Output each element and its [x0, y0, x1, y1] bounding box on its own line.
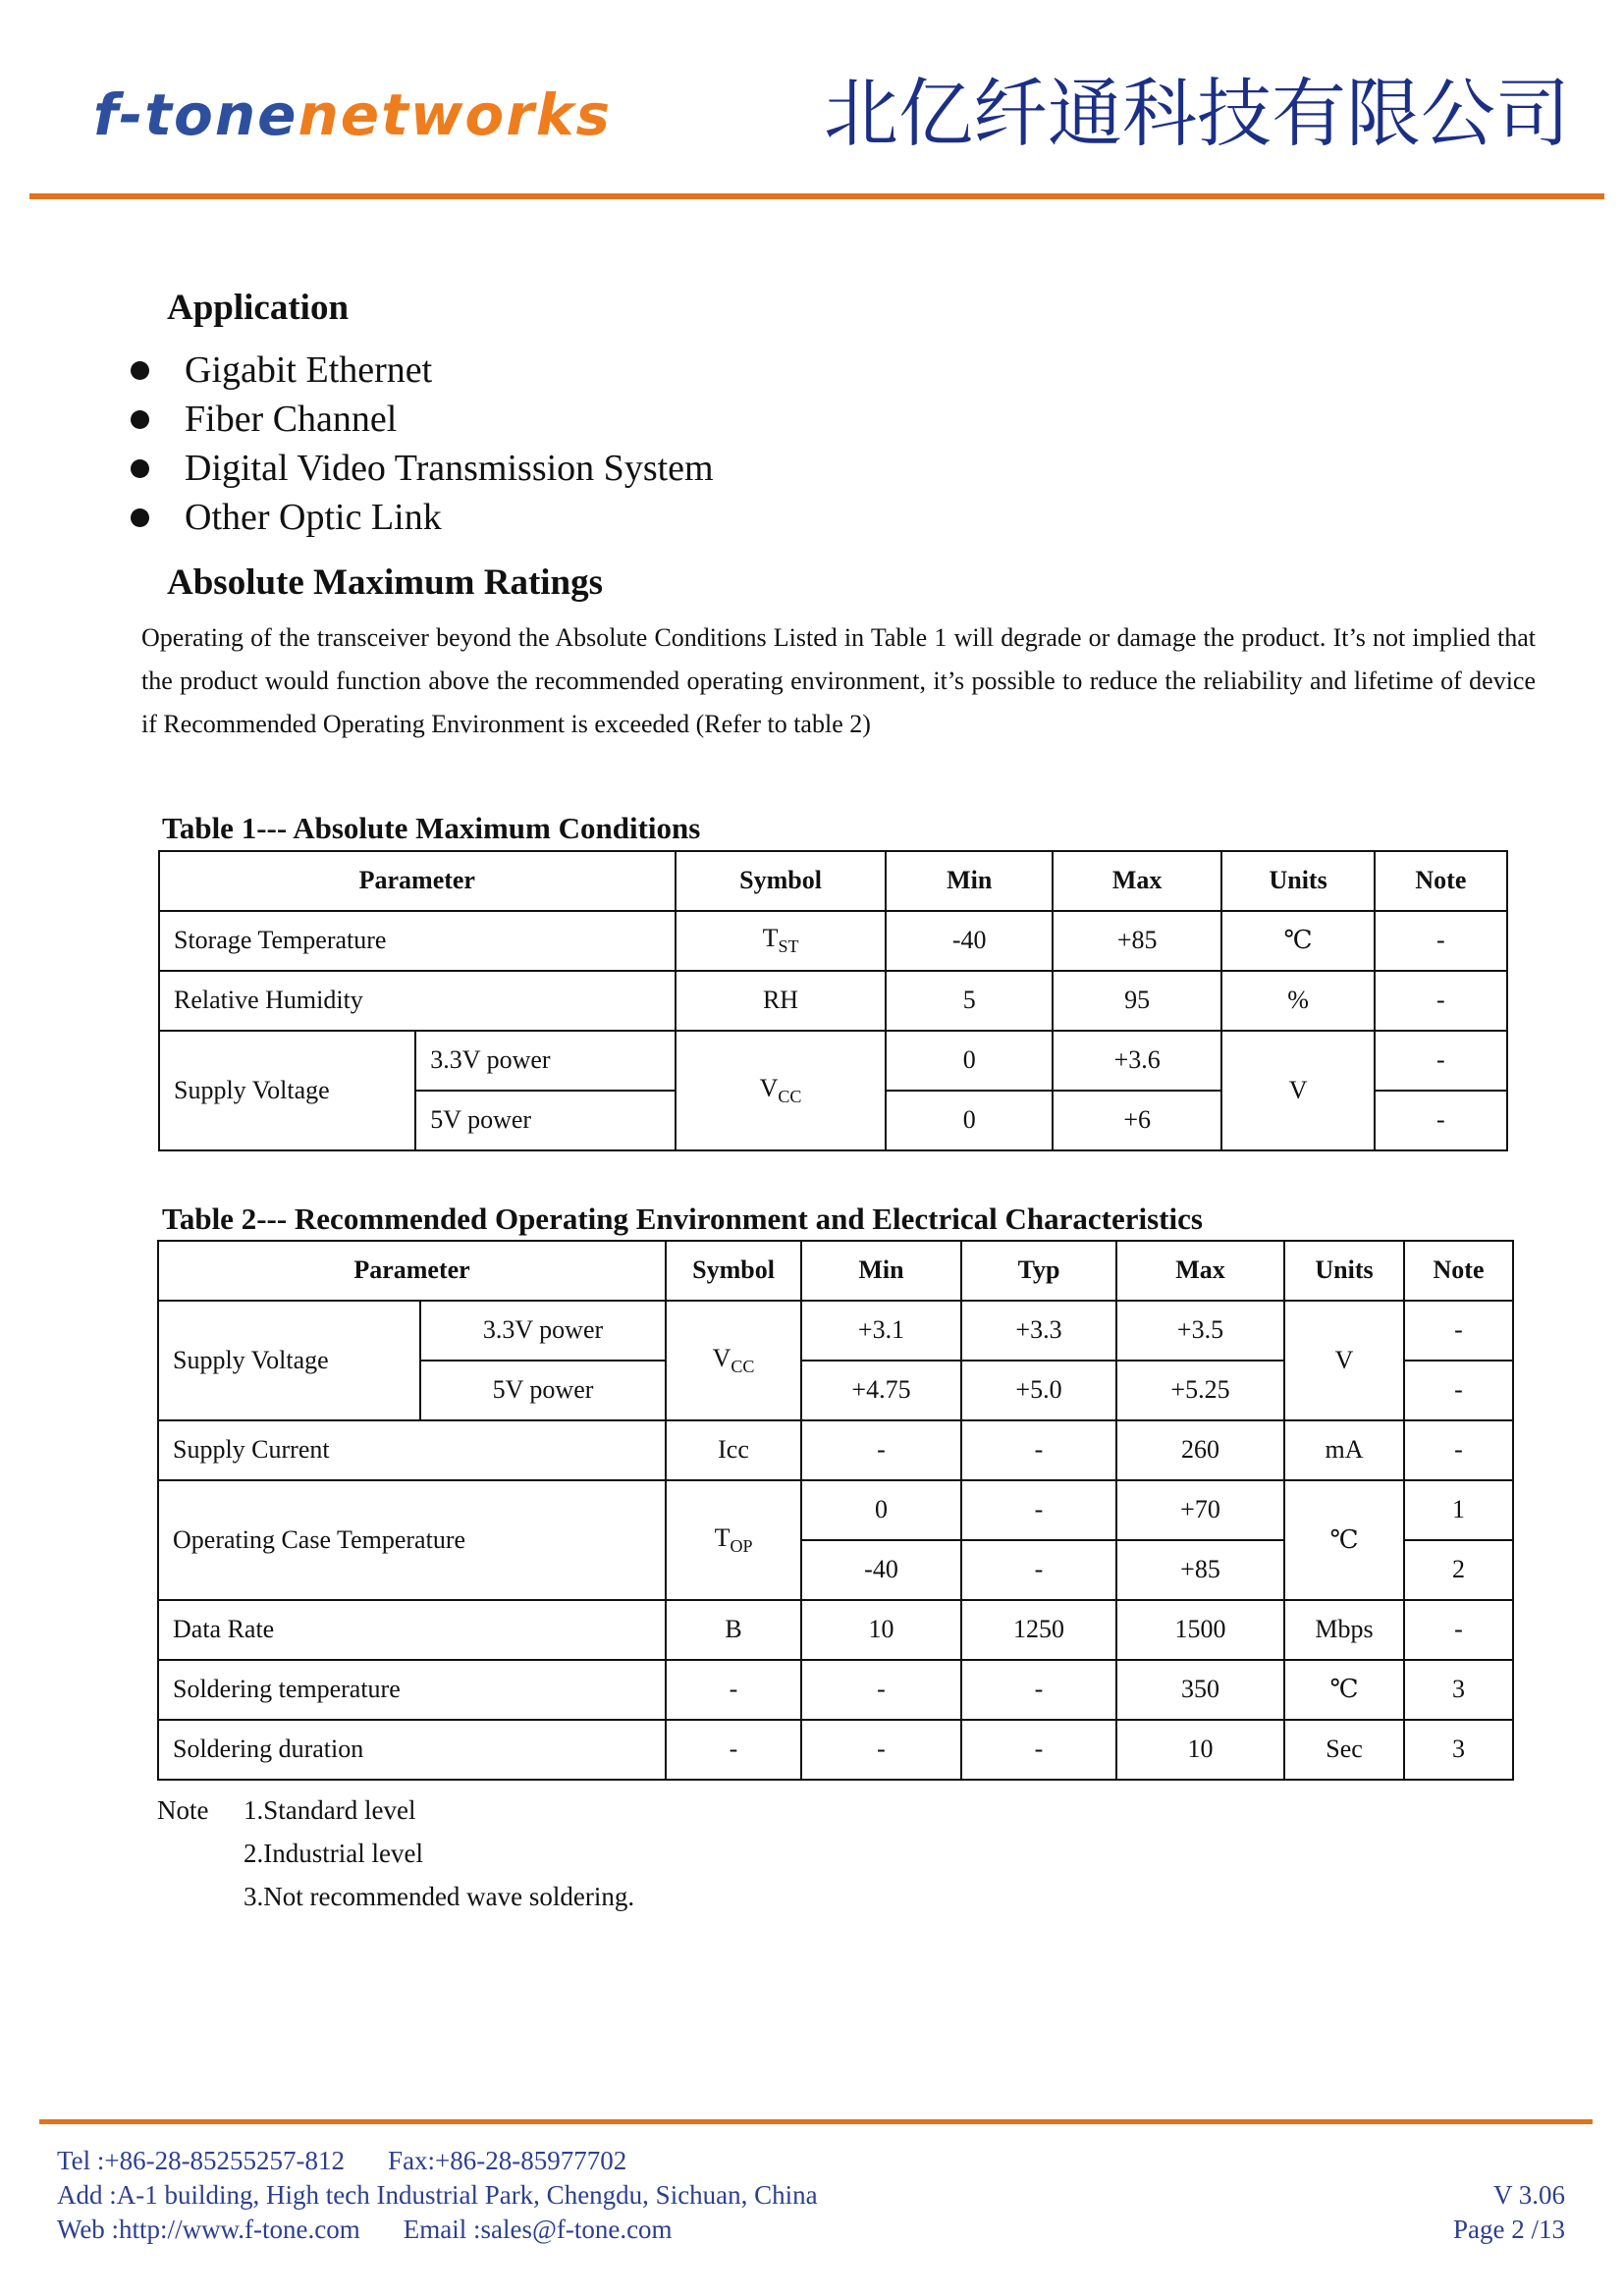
- bullet-icon: [131, 361, 149, 380]
- units-cell: ℃: [1284, 1660, 1404, 1720]
- list-item-text: Digital Video Transmission System: [185, 448, 714, 489]
- company-name: 北亿纤通科技有限公司: [824, 70, 1570, 157]
- typ-cell: -: [961, 1480, 1116, 1540]
- typ-cell: -: [961, 1420, 1116, 1480]
- max-cell: 350: [1116, 1660, 1284, 1720]
- param-cell: Soldering duration: [158, 1720, 666, 1780]
- table-row: [158, 1480, 1513, 1540]
- note-cell: -: [1375, 911, 1507, 971]
- units-cell: mA: [1284, 1420, 1404, 1480]
- list-item-text: Other Optic Link: [185, 497, 442, 538]
- symbol-subscript: CC: [731, 1356, 755, 1376]
- header-divider: [29, 193, 1604, 199]
- max-cell: +3.6: [1053, 1031, 1222, 1091]
- amr-paragraph: Operating of the transceiver beyond the Absolute Conditions Listed in Table 1 will degrade or damage the product. It’s not implied that the product would function above the recommended operating environment, it’s possible to reduce the reliability and lifetime of device if Recommended Operating Environment is exceeded (Refer to table 2): [141, 623, 1536, 738]
- min-cell: +3.1: [801, 1301, 961, 1361]
- table-row: [159, 971, 1507, 1031]
- table1-title: Table 1--- Absolute Maximum Conditions: [162, 811, 701, 845]
- subparam-cell: 3.3V power: [420, 1301, 666, 1361]
- header-cell: Note: [1375, 851, 1507, 911]
- min-cell: -: [801, 1420, 961, 1480]
- param-cell: Data Rate: [158, 1600, 666, 1660]
- typ-cell: +3.3: [961, 1301, 1116, 1361]
- table-row: [158, 1660, 1513, 1720]
- footer-line: [57, 2213, 818, 2247]
- table-header-row: [158, 1241, 1513, 1301]
- note-cell: 3: [1404, 1660, 1513, 1720]
- bullet-icon: [131, 410, 149, 429]
- symbol-cell: [676, 911, 887, 971]
- list-item: [128, 346, 714, 395]
- max-cell: +85: [1053, 911, 1222, 971]
- subparam-cell: 3.3V power: [415, 1031, 675, 1091]
- units-cell: V: [1221, 1031, 1374, 1150]
- max-cell: +70: [1116, 1480, 1284, 1540]
- footer-fax: Fax:+86-28-85977702: [388, 2146, 627, 2175]
- param-cell: Supply Current: [158, 1420, 666, 1480]
- header-cell: Parameter: [158, 1241, 666, 1301]
- units-cell: Mbps: [1284, 1600, 1404, 1660]
- header-cell: Symbol: [666, 1241, 801, 1301]
- note-cell: 2: [1404, 1540, 1513, 1600]
- param-cell: Operating Case Temperature: [158, 1480, 666, 1600]
- note-cell: -: [1404, 1420, 1513, 1480]
- footer-tel: Tel :+86-28-85255257-812: [57, 2146, 346, 2175]
- note-text: 1.Standard level: [244, 1795, 416, 1825]
- table-row: [159, 911, 1507, 971]
- list-item-text: Fiber Channel: [185, 399, 398, 440]
- units-cell: ℃: [1221, 911, 1374, 971]
- list-item: [128, 395, 714, 444]
- symbol-subscript: OP: [730, 1535, 753, 1556]
- notes-block: [157, 1789, 634, 1918]
- page-number: Page 2 /13: [1453, 2215, 1565, 2244]
- table-row: [158, 1420, 1513, 1480]
- min-cell: 0: [886, 1031, 1052, 1091]
- min-cell: 0: [801, 1480, 961, 1540]
- typ-cell: -: [961, 1540, 1116, 1600]
- min-cell: -40: [801, 1540, 961, 1600]
- logo-text-networks: networks: [298, 81, 612, 148]
- units-cell: %: [1221, 971, 1374, 1031]
- min-cell: 0: [886, 1091, 1052, 1150]
- param-cell: Relative Humidity: [159, 971, 676, 1031]
- table2-title: Table 2--- Recommended Operating Environment and Electrical Characteristics: [162, 1201, 1203, 1236]
- symbol-text: T: [714, 1522, 731, 1552]
- note-cell: -: [1375, 1031, 1507, 1091]
- max-cell: 10: [1116, 1720, 1284, 1780]
- table-row: [158, 1600, 1513, 1660]
- param-cell: Soldering temperature: [158, 1660, 666, 1720]
- symbol-cell: RH: [676, 971, 887, 1031]
- list-item-text: Gigabit Ethernet: [185, 349, 433, 391]
- symbol-cell: B: [666, 1600, 801, 1660]
- symbol-cell: [676, 1031, 887, 1150]
- footer-email-link[interactable]: Email :sales@f-tone.com: [403, 2215, 673, 2244]
- note-cell: -: [1404, 1301, 1513, 1361]
- table-header-row: [159, 851, 1507, 911]
- note-line: 3.Not recommended wave soldering.: [244, 1882, 635, 1911]
- header-cell: Units: [1221, 851, 1374, 911]
- logo-text-ftone: f-tone: [93, 81, 298, 148]
- symbol-cell: -: [666, 1660, 801, 1720]
- note-line: 2.Industrial level: [244, 1839, 423, 1868]
- subparam-cell: 5V power: [420, 1361, 666, 1420]
- max-cell: 260: [1116, 1420, 1284, 1480]
- table1: [158, 850, 1508, 1151]
- units-cell: V: [1284, 1301, 1404, 1420]
- typ-cell: +5.0: [961, 1361, 1116, 1420]
- table-row: [158, 1720, 1513, 1780]
- symbol-text: V: [712, 1343, 731, 1372]
- min-cell: +4.75: [801, 1361, 961, 1420]
- header-cell: Units: [1284, 1241, 1404, 1301]
- footer-address: Add :A-1 building, High tech Industrial Park, Chengdu, Sichuan, China: [57, 2180, 818, 2210]
- min-cell: -40: [886, 911, 1052, 971]
- table-row: [158, 1301, 1513, 1361]
- note-cell: -: [1404, 1361, 1513, 1420]
- footer-divider: [39, 2119, 1593, 2124]
- header-cell: Typ: [961, 1241, 1116, 1301]
- symbol-cell: [666, 1301, 801, 1420]
- symbol-subscript: ST: [778, 936, 799, 957]
- footer-line: [57, 2144, 818, 2178]
- symbol-subscript: CC: [778, 1086, 802, 1106]
- max-cell: +85: [1116, 1540, 1284, 1600]
- header-cell: Max: [1116, 1241, 1284, 1301]
- max-cell: 95: [1053, 971, 1222, 1031]
- header-cell: Symbol: [676, 851, 887, 911]
- list-item: [128, 493, 714, 542]
- footer-meta: [1453, 2178, 1565, 2247]
- note-cell: -: [1375, 1091, 1507, 1150]
- note-cell: 3: [1404, 1720, 1513, 1780]
- param-cell: Storage Temperature: [159, 911, 676, 971]
- note-label: Note: [157, 1795, 209, 1825]
- symbol-text: T: [762, 924, 779, 952]
- max-cell: +5.25: [1116, 1361, 1284, 1420]
- list-item: [128, 444, 714, 493]
- max-cell: +3.5: [1116, 1301, 1284, 1361]
- units-cell: ℃: [1284, 1480, 1404, 1600]
- company-logo: [93, 81, 612, 148]
- table2: [157, 1240, 1514, 1781]
- min-cell: 5: [886, 971, 1052, 1031]
- typ-cell: -: [961, 1720, 1116, 1780]
- header-cell: Parameter: [159, 851, 676, 911]
- max-cell: 1500: [1116, 1600, 1284, 1660]
- note-cell: -: [1375, 971, 1507, 1031]
- min-cell: -: [801, 1660, 961, 1720]
- min-cell: -: [801, 1720, 961, 1780]
- header-cell: Min: [801, 1241, 961, 1301]
- header-cell: Note: [1404, 1241, 1513, 1301]
- table-row: [159, 1031, 1507, 1091]
- note-cell: -: [1404, 1600, 1513, 1660]
- bullet-icon: [131, 459, 149, 478]
- param-cell: Supply Voltage: [159, 1031, 415, 1150]
- subparam-cell: 5V power: [415, 1091, 675, 1150]
- typ-cell: -: [961, 1660, 1116, 1720]
- note-cell: 1: [1404, 1480, 1513, 1540]
- application-heading: Application: [167, 288, 350, 328]
- header-cell: Min: [886, 851, 1052, 911]
- note-line: [157, 1789, 634, 1832]
- application-list: [128, 346, 714, 542]
- min-cell: 10: [801, 1600, 961, 1660]
- units-cell: Sec: [1284, 1720, 1404, 1780]
- symbol-cell: [666, 1480, 801, 1600]
- typ-cell: 1250: [961, 1600, 1116, 1660]
- header-cell: Max: [1053, 851, 1222, 911]
- amr-heading: Absolute Maximum Ratings: [167, 562, 604, 603]
- footer-web-link[interactable]: Web :http://www.f-tone.com: [57, 2215, 360, 2244]
- max-cell: +6: [1053, 1091, 1222, 1150]
- bullet-icon: [131, 508, 149, 527]
- symbol-cell: -: [666, 1720, 801, 1780]
- param-cell: Supply Voltage: [158, 1301, 420, 1420]
- symbol-text: V: [759, 1073, 779, 1102]
- symbol-cell: Icc: [666, 1420, 801, 1480]
- footer-contact: [57, 2144, 818, 2247]
- version-label: V 3.06: [1492, 2180, 1565, 2210]
